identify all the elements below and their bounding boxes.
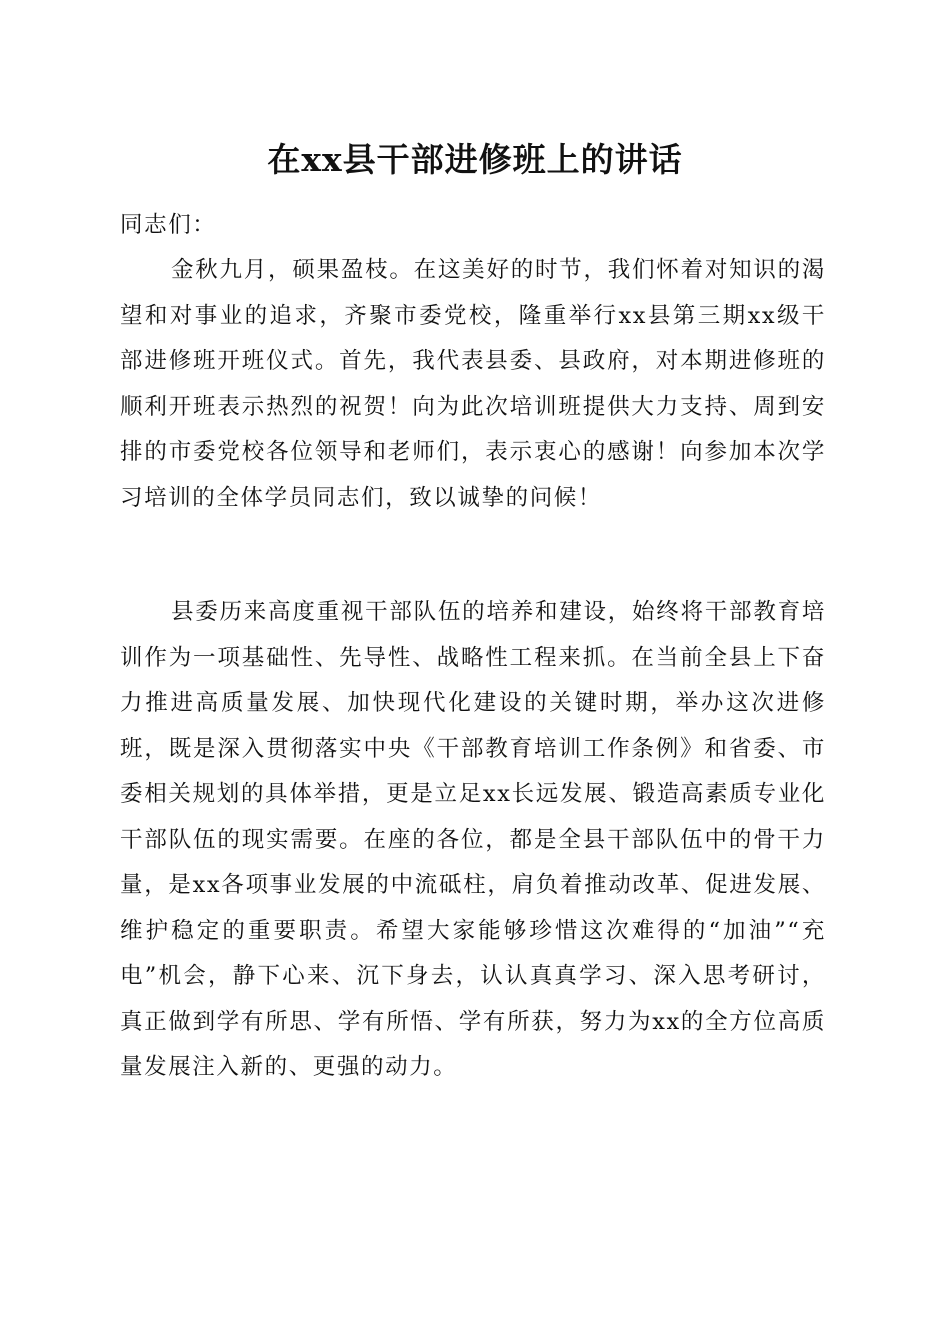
paragraph-2: 县委历来高度重视干部队伍的培养和建设，始终将干部教育培训作为一项基础性、先导性、战略性工程来抓。在当前全县上下奋力推进高质量发展、加快现代化建设的关键时期，举办这次进修班，既是深入贯彻落实中央《干部教育培训工作条例》和省委、市委相关规划的具体举措，更是立足xx长远发展、锻造高素质专业化干部队伍的现实需要。在座的各位，都是全县干部队伍中的骨干力量，是xx各项事业发展的中流砥柱，肩负着推动改革、促进发展、维护稳定的重要职责。希望大家能够珍惜这次难得的“加油”“充电”机会，静下心来、沉下身去，认认真真学习、深入思考研讨，真正做到学有所思、学有所悟、学有所获，努力为xx的全方位高质量发展注入新的、更强的动力。	[120, 599, 826, 1080]
paragraph-1: 金秋九月，硕果盈枝。在这美好的时节，我们怀着对知识的渴望和对事业的追求，齐聚市委党校，隆重举行xx县第三期xx级干部进修班开班仪式。首先，我代表县委、县政府，对本期进修班的顺利开班表示热烈的祝贺！向为此次培训班提供大力支持、周到安排的市委党校各位领导和老师们，表示衷心的感谢！向参加本次学习培训的全体学员同志们，致以诚挚的问候！	[120, 257, 826, 511]
salutation: 同志们：	[120, 212, 217, 238]
document-title: 在xx县干部进修班上的讲话	[267, 140, 683, 179]
